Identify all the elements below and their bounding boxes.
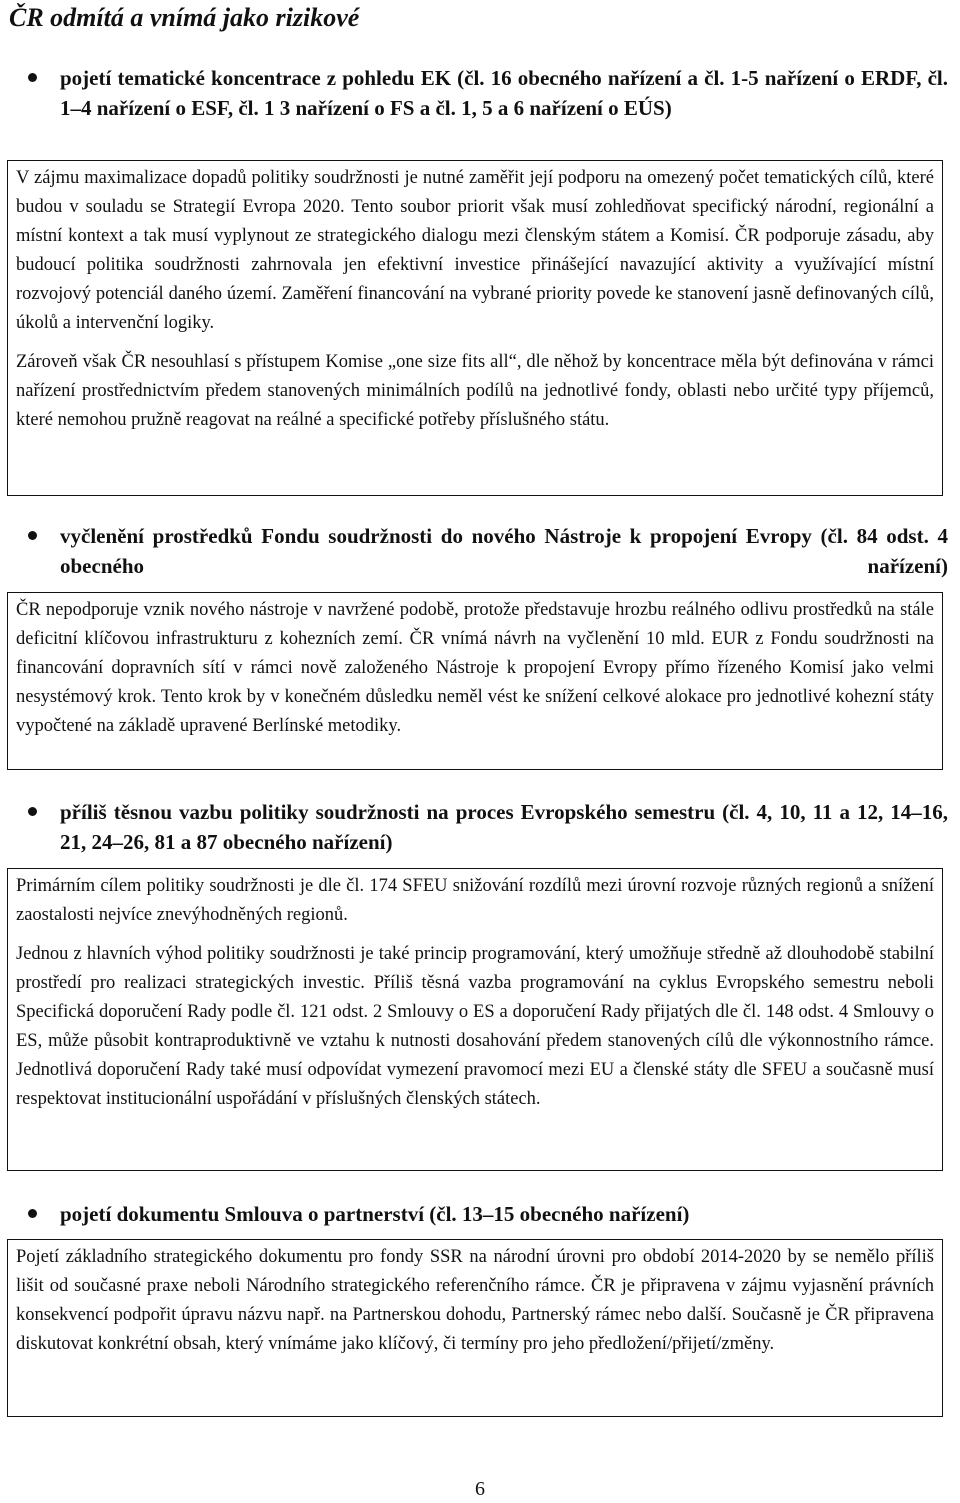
page-heading: ČR odmítá a vnímá jako rizikové (9, 3, 360, 32)
bullet-text: příliš těsnou vazbu politiky soudržnosti na proces Evropského semestru (čl. 4, 10, 11 a 12, 14–16, 21, 24–26, 81 a 87 obecného nařízení) (60, 800, 948, 854)
bullet-item (28, 797, 948, 857)
text-box (7, 592, 943, 770)
paragraph: Jednou z hlavních výhod politiky soudržnosti je také princip programování, který umožňuje středně až dlouhodobě stabilní prostředí pro realizaci strategických investic. Příliš těsná vazba programování na cyklus Evropského semestru neboli Specifická doporučení Rady podle čl. 121 odst. 2 Smlouvy o ES a doporučení Rady přijatých dle čl. 148 odst. 4 Smlouvy o ES, může působit kontraproduktivně ve vztahu k nutnosti dosahování předem stanovených cílů dle výkonnostního rámce. Jednotlivá doporučení Rady také musí odpovídat vymezení pravomocí mezi EU a členské státy dle SFEU a současně musí respektovat institucionální uspořádání v příslušných členských státech. (16, 944, 934, 1109)
paragraph: ČR nepodporuje vznik nového nástroje v navržené podobě, protože představuje hrozbu reálného odlivu prostředků na stále deficitní klíčovou infrastrukturu z kohezních zemí. ČR vnímá návrh na vyčlenění 10 mld. EUR z Fondu soudržnosti na financování dopravních sítí v rámci nově založeného Nástroje k propojení Evropy přímo řízeného Komisí jako velmi nesystémový krok. Tento krok by v konečném důsledku neměl vést ke snížení celkové alokace pro jednotlivé kohezní státy vypočtené na základě upravené Berlínské metodiky. (16, 600, 934, 736)
paragraph: Primárním cílem politiky soudržnosti je dle čl. 174 SFEU snižování rozdílů mezi úrovní rozvoje různých regionů a snížení zaostalosti nejvíce znevýhodněných regionů. (16, 876, 934, 925)
bullet-text: pojetí tematické koncentrace z pohledu EK (čl. 16 obecného nařízení a čl. 1-5 nařízení o ERDF, čl. 1–4 nařízení o ESF, čl. 1 3 nařízení o FS a čl. 1, 5 a 6 nařízení o EÚS) (60, 66, 948, 120)
text-box (7, 868, 943, 1171)
paragraph: V zájmu maximalizace dopadů politiky soudržnosti je nutné zaměřit její podporu na omezený počet tematických cílů, které budou v souladu se Strategií Evropa 2020. Tento soubor priorit však musí zohledňovat specifický národní, regionální a místní kontext a tak musí vyplynout ze strategického dialogu mezi členským státem a Komisí. ČR podporuje zásadu, aby budoucí politika soudržnosti zahrnovala jen efektivní investice přinášející navazující aktivity a využívající místní rozvojový potenciál daného území. Zaměření financování na vybrané priority povede ke stanovení jasně definovaných cílů, úkolů a intervenční logiky. (16, 168, 934, 333)
paragraph: Pojetí základního strategického dokumentu pro fondy SSR na národní úrovni pro období 2014-2020 by se nemělo příliš lišit od současné praxe neboli Národního strategického referenčního rámce. ČR je připravena v zájmu vyjasnění právních konsekvencí podpořit úpravu názvu např. na Partnerskou dohodu, Partnerský rámec nebo další. Současně je ČR připravena diskutovat konkrétní obsah, který vnímáme jako klíčový, či termíny pro jeho předložení/přijetí/změny. (16, 1247, 934, 1354)
text-box (7, 1239, 943, 1417)
paragraph: Zároveň však ČR nesouhlasí s přístupem Komise „one size fits all“, dle něhož by koncentrace měla být definována v rámci nařízení prostřednictvím předem stanovených minimálních podílů na jednotlivé fondy, oblasti nebo určité typy příjemců, které nemohou pružně reagovat na reálné a specifické potřeby příslušného státu. (16, 352, 934, 430)
bullet-item (28, 63, 948, 123)
bullet-text: pojetí dokumentu Smlouva o partnerství (čl. 13–15 obecného nařízení) (60, 1202, 690, 1226)
bullet-item (28, 521, 948, 581)
bullet-item (28, 1199, 948, 1229)
page-number: 6 (475, 1478, 485, 1500)
bullet-text: vyčlenění prostředků Fondu soudržnosti do nového Nástroje k propojení Evropy (čl. 84 odst. 4 obecného nařízení) (60, 524, 948, 578)
text-box (7, 160, 943, 496)
